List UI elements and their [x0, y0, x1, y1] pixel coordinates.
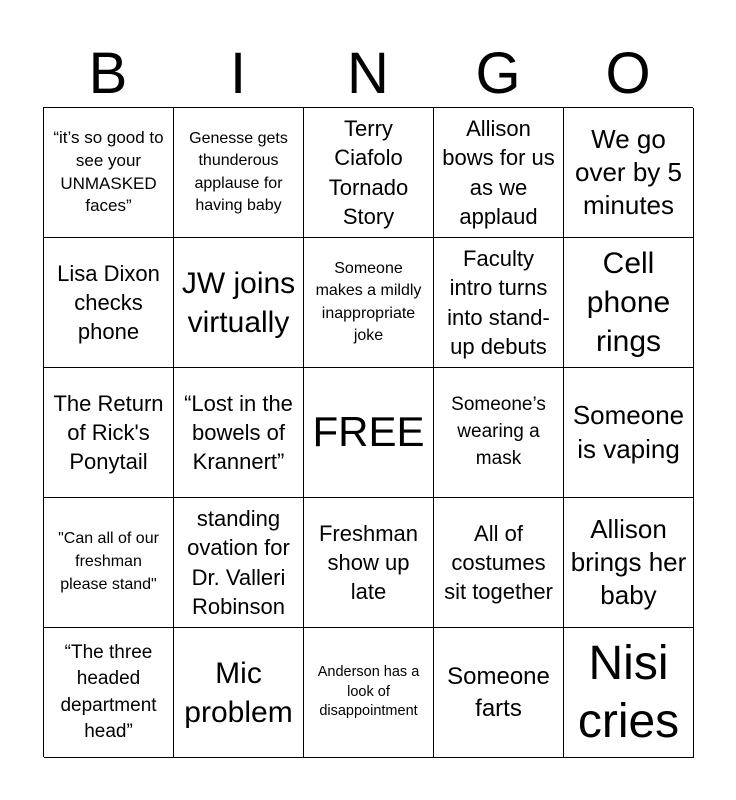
bingo-cell[interactable]	[434, 368, 564, 498]
bingo-cell-text: Nisi cries	[577, 636, 680, 748]
title-letter-i: I	[229, 41, 247, 106]
title-letter-b: B	[88, 41, 128, 106]
bingo-cell[interactable]	[304, 498, 434, 628]
bingo-cell[interactable]	[564, 628, 694, 758]
bingo-cell-text: Someone’s wearing a mask	[451, 394, 546, 469]
bingo-cell-text: Allison brings her baby	[570, 513, 687, 610]
bingo-cell[interactable]	[174, 238, 304, 368]
bingo-cell-text: Genesse gets thunderous applause for having baby	[189, 130, 288, 214]
bingo-cell-text: Terry Ciafolo Tornado Story	[328, 116, 409, 229]
bingo-free-cell[interactable]	[304, 368, 434, 498]
title-letter-g: G	[475, 41, 521, 106]
bingo-cell-text: “Lost in the bowels of Krannert”	[184, 390, 293, 475]
bingo-cell-text: Someone is vaping	[572, 400, 685, 464]
bingo-cell[interactable]	[174, 628, 304, 758]
bingo-cell-text: Someone farts	[447, 662, 550, 722]
bingo-cell[interactable]	[564, 108, 694, 238]
bingo-cell[interactable]	[564, 498, 694, 628]
bingo-cell-text: Anderson has a look of disappointment	[317, 664, 420, 720]
bingo-cell-text: FREE	[312, 408, 425, 456]
bingo-title	[43, 40, 693, 108]
bingo-cell[interactable]	[434, 628, 564, 758]
bingo-cell[interactable]	[304, 238, 434, 368]
bingo-cell[interactable]	[44, 108, 174, 238]
bingo-cell[interactable]	[434, 238, 564, 368]
bingo-cell[interactable]	[434, 108, 564, 238]
bingo-cell[interactable]	[564, 238, 694, 368]
bingo-cell-text: “it’s so good to see your UNMASKED faces”	[53, 128, 164, 216]
bingo-cell-text: "Can all of our freshman please stand"	[58, 530, 159, 593]
bingo-cell[interactable]	[174, 368, 304, 498]
bingo-cell[interactable]	[44, 368, 174, 498]
bingo-cell[interactable]	[304, 628, 434, 758]
bingo-cell-text: “The three headed department head”	[60, 641, 157, 742]
bingo-cell[interactable]	[174, 108, 304, 238]
title-letter-o: O	[605, 41, 651, 106]
bingo-cell-text: Freshman show up late	[318, 520, 419, 605]
bingo-cell[interactable]	[44, 498, 174, 628]
bingo-cell-text: Someone makes a mildly inappropriate joke	[315, 260, 422, 344]
bingo-cell-text: Allison bows for us as we applaud	[442, 116, 555, 229]
bingo-cell-text: All of costumes sit together	[444, 520, 553, 605]
bingo-cell[interactable]	[174, 498, 304, 628]
bingo-cell[interactable]	[564, 368, 694, 498]
bingo-cell-text: Mic problem	[184, 656, 293, 729]
bingo-cell[interactable]	[434, 498, 564, 628]
bingo-cell-text: Cell phone rings	[586, 247, 671, 358]
title-letter-n: N	[347, 41, 389, 106]
bingo-cell-text: JW joins virtually	[181, 266, 296, 339]
bingo-cell-text: Faculty intro turns into stand-up debuts	[447, 246, 550, 359]
bingo-cell-text: Lisa Dixon checks phone	[57, 260, 160, 345]
bingo-cell-text: The Return of Rick's Ponytail	[53, 390, 164, 475]
bingo-cell-text: standing ovation for Dr. Valleri Robinson	[187, 506, 290, 619]
bingo-cell[interactable]	[44, 628, 174, 758]
bingo-cell[interactable]	[304, 108, 434, 238]
bingo-cell-text: We go over by 5 minutes	[575, 123, 682, 220]
bingo-board	[43, 107, 693, 757]
bingo-cell[interactable]	[44, 238, 174, 368]
